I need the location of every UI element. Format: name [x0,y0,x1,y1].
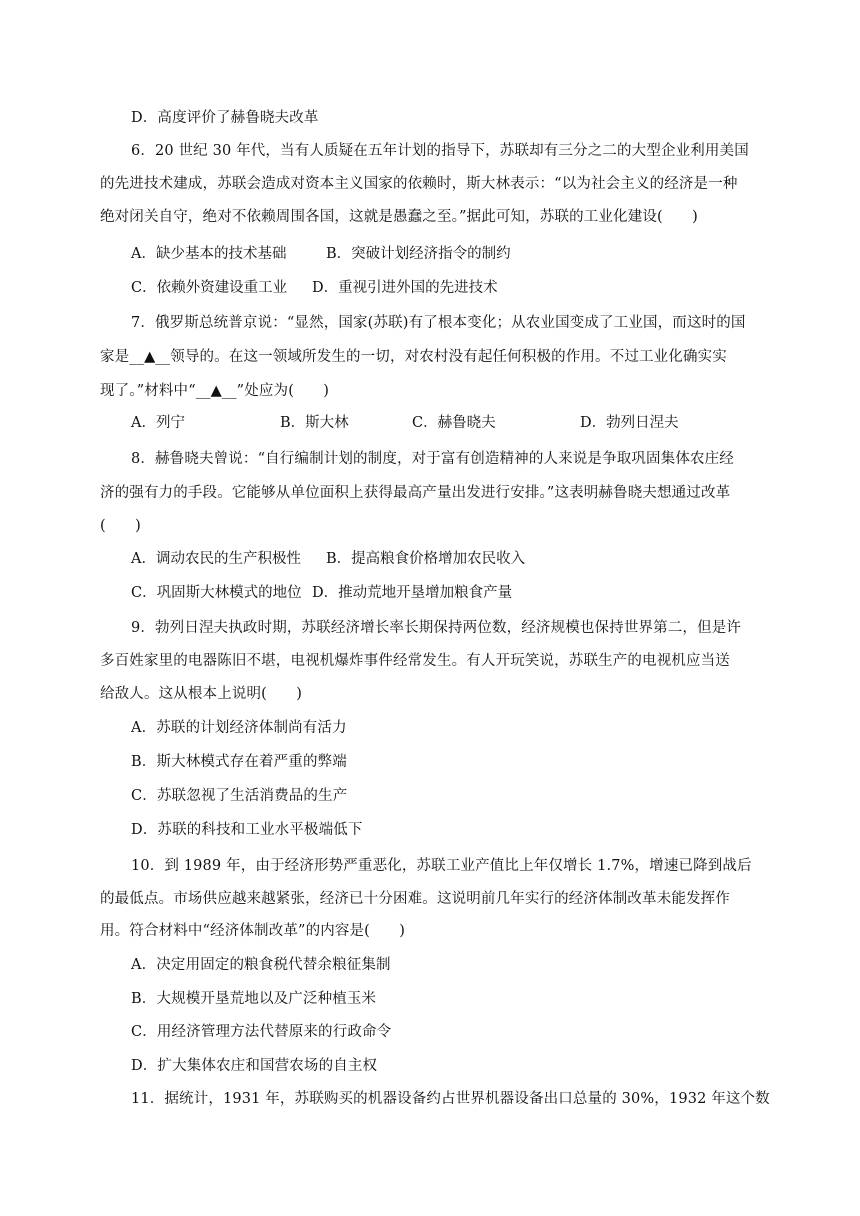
q10-option-c: C．用经济管理方法代替原来的行政命令 [131,1024,392,1040]
q7-option-c: C．赫鲁晓夫 [412,415,496,431]
q11-stem-line-1: 11．据统计，1931 年，苏联购买的机器设备约占世界机器设备出口总量的 30%，1932 年这个数 [131,1091,770,1107]
q8-option-b: B．提高粮食价格增加农民收入 [326,551,526,567]
q6-stem-line-2: 的先进技术建成，苏联会造成对资本主义国家的依赖时，斯大林表示：“以为社会主义的经济是一种 [100,176,738,192]
q8-stem-line-3: ( ) [100,518,141,534]
q8-stem-line-2: 济的强有力的手段。它能够从单位面积上获得最高产量出发进行安排。”这表明赫鲁晓夫想通过改革 [100,485,731,501]
q9-option-a: A．苏联的计划经济体制尚有活力 [131,720,347,736]
q6-option-d: D．重视引进外国的先进技术 [312,280,498,296]
q9-option-d: D．苏联的科技和工业水平极端低下 [131,822,363,838]
q8-stem-line-1: 8．赫鲁晓夫曾说：“自行编制计划的制度，对于富有创造精神的人来说是争取巩固集体农庄经 [131,451,734,467]
q6-option-c: C．依赖外资建设重工业 [131,280,288,296]
q6-option-a: A．缺少基本的技术基础 [131,246,287,262]
q7-stem-line-2: 家是__▲__领导的。在这一领域所发生的一切，对农村没有起任何积极的作用。不过工业化确实实 [100,349,727,365]
q9-option-c: C．苏联忽视了生活消费品的生产 [131,788,348,804]
q5-option-d: D．高度评价了赫鲁晓夫改革 [131,110,319,126]
q10-option-a: A．决定用固定的粮食税代替余粮征集制 [131,957,391,973]
q6-option-b: B．突破计划经济指令的制约 [326,246,511,262]
q8-option-a: A．调动农民的生产积极性 [131,551,301,567]
q10-stem-line-3: 用。符合材料中“经济体制改革”的内容是( ) [100,923,406,939]
q6-stem-line-1: 6．20 世纪 30 年代，当有人质疑在五年计划的指导下，苏联却有三分之二的大型企业利用美国 [131,143,749,159]
q9-stem-line-3: 给敌人。这从根本上说明( ) [100,686,303,702]
q9-option-b: B．斯大林模式存在着严重的弊端 [131,754,347,770]
q7-stem-line-3: 现了。”材料中“__▲__”处应为( ) [100,383,330,399]
q7-option-a: A．列宁 [131,415,185,431]
q8-option-d: D．推动荒地开垦增加粮食产量 [312,585,513,601]
q10-option-b: B．大规模开垦荒地以及广泛种植玉米 [131,991,377,1007]
q9-stem-line-1: 9．勃列日涅夫执政时期，苏联经济增长率长期保持两位数，经济规模也保持世界第二，但是许 [131,620,742,636]
q7-option-d: D．勃列日涅夫 [580,415,679,431]
q7-option-b: B．斯大林 [280,415,349,431]
q9-stem-line-2: 多百姓家里的电器陈旧不堪，电视机爆炸事件经常发生。有人开玩笑说，苏联生产的电视机应当送 [100,653,730,669]
q8-option-c: C．巩固斯大林模式的地位 [131,585,302,601]
q6-stem-line-3: 绝对闭关自守，绝对不依赖周围各国，这就是愚蠢之至。”据此可知，苏联的工业化建设( ) [100,209,698,225]
q10-option-d: D．扩大集体农庄和国营农场的自主权 [131,1058,378,1074]
q7-stem-line-1: 7．俄罗斯总统普京说：“显然，国家(苏联)有了根本变化；从农业国变成了工业国，而这时的国 [131,315,746,331]
q10-stem-line-1: 10．到 1989 年，由于经济形势严重恶化，苏联工业产值比上年仅增长 1.7%，增速已降到战后 [131,858,752,874]
q10-stem-line-2: 的最低点。市场供应越来越紧张，经济已十分困难。这说明前几年实行的经济体制改革未能发挥作 [100,891,730,907]
